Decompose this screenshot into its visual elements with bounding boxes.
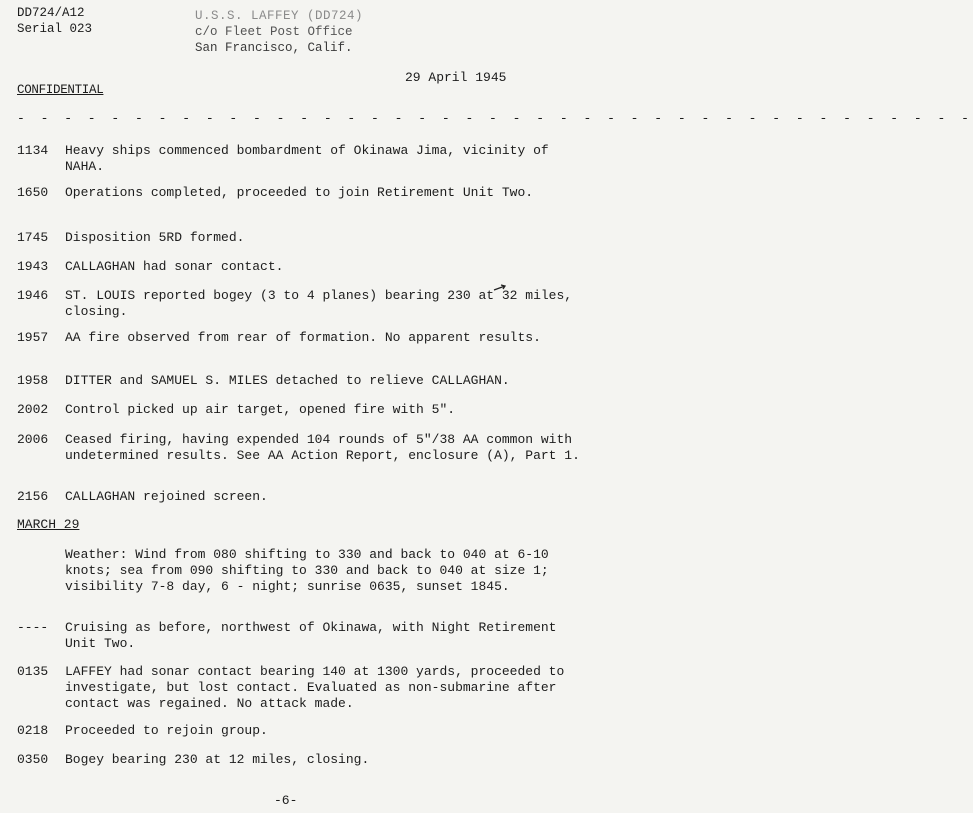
entry-time: ---- [17, 620, 49, 635]
log-entry [17, 664, 587, 712]
entry-time: 1946 [17, 288, 49, 303]
entry-text: LAFFEY had sonar contact bearing 140 at 1300 yards, proceeded to investigate, but lost contact. Evaluated as non-submarine after contact was regained. No attack made. [65, 664, 565, 711]
entry-time: 0218 [17, 723, 49, 738]
entry-time: 1958 [17, 373, 49, 388]
document-date: 29 April 1945 [405, 70, 507, 85]
entry-time: 1134 [17, 143, 49, 158]
log-entry [17, 259, 587, 275]
entry-text: Proceeded to rejoin group. [65, 723, 268, 738]
log-entry [17, 723, 587, 739]
section-heading-march-29: MARCH 29 [17, 517, 80, 532]
entry-text: Ceased firing, having expended 104 rounds of 5"/38 AA common with undetermined results. See AA Action Report, enclosure (A), Part 1. [65, 432, 580, 463]
entry-text: Cruising as before, northwest of Okinawa, with Night Retirement Unit Two. [65, 620, 557, 651]
entry-text: AA fire observed from rear of formation. No apparent results. [65, 330, 541, 345]
weather-entry [17, 547, 587, 595]
log-entry [17, 489, 587, 505]
log-entry [17, 752, 587, 768]
entry-text: ST. LOUIS reported bogey (3 to 4 planes) bearing 230 at 32 miles, closing. [65, 288, 573, 319]
entry-text: Bogey bearing 230 at 12 miles, closing. [65, 752, 370, 767]
log-entry [17, 402, 587, 418]
entry-text: CALLAGHAN had sonar contact. [65, 259, 284, 274]
entry-text: Control picked up air target, opened fire with 5". [65, 402, 456, 417]
log-entry [17, 330, 587, 346]
post-office-line: c/o Fleet Post Office [195, 25, 353, 39]
log-entry [17, 432, 587, 464]
serial-number: Serial 023 [17, 22, 93, 36]
entry-time: 2156 [17, 489, 49, 504]
entry-text: Operations completed, proceeded to join Retirement Unit Two. [65, 185, 534, 200]
log-entry [17, 185, 587, 201]
entry-text: CALLAGHAN rejoined screen. [65, 489, 268, 504]
entry-text: DITTER and SAMUEL S. MILES detached to relieve CALLAGHAN. [65, 373, 510, 388]
entry-text: Heavy ships commenced bombardment of Okinawa Jima, vicinity of NAHA. [65, 143, 549, 174]
entry-time: 1943 [17, 259, 49, 274]
classification-label: CONFIDENTIAL [17, 83, 104, 97]
entry-time: 0350 [17, 752, 49, 767]
separator-line: - - - - - - - - - - - - - - - - - - - - - - - - - - - - - - - - - - - - - - - - - [17, 111, 973, 126]
entry-text: Weather: Wind from 080 shifting to 330 and back to 040 at 6-10 knots; sea from 090 shifting to 330 and back to 040 at size 1; visibility 7-8 day, 6 - night; sunrise 0635, sunset 1845. [65, 547, 549, 594]
handwritten-arrow-mark-icon [493, 284, 507, 294]
page-number: -6- [274, 793, 298, 808]
document-identifier-block [17, 5, 92, 37]
log-entry [17, 230, 587, 246]
log-entry [17, 373, 587, 389]
log-entry [17, 620, 587, 652]
ship-address-block [195, 8, 363, 56]
entry-time: 0135 [17, 664, 49, 679]
entry-time: 1650 [17, 185, 49, 200]
doc-id: DD724/A12 [17, 6, 85, 20]
ship-name: U.S.S. LAFFEY (DD724) [195, 9, 364, 23]
entry-time: 1745 [17, 230, 49, 245]
entry-time: 1957 [17, 330, 49, 345]
entry-text: Disposition 5RD formed. [65, 230, 245, 245]
city-line: San Francisco, Calif. [195, 41, 353, 55]
log-entry [17, 143, 587, 175]
entry-time: 2006 [17, 432, 49, 447]
entry-time: 2002 [17, 402, 49, 417]
